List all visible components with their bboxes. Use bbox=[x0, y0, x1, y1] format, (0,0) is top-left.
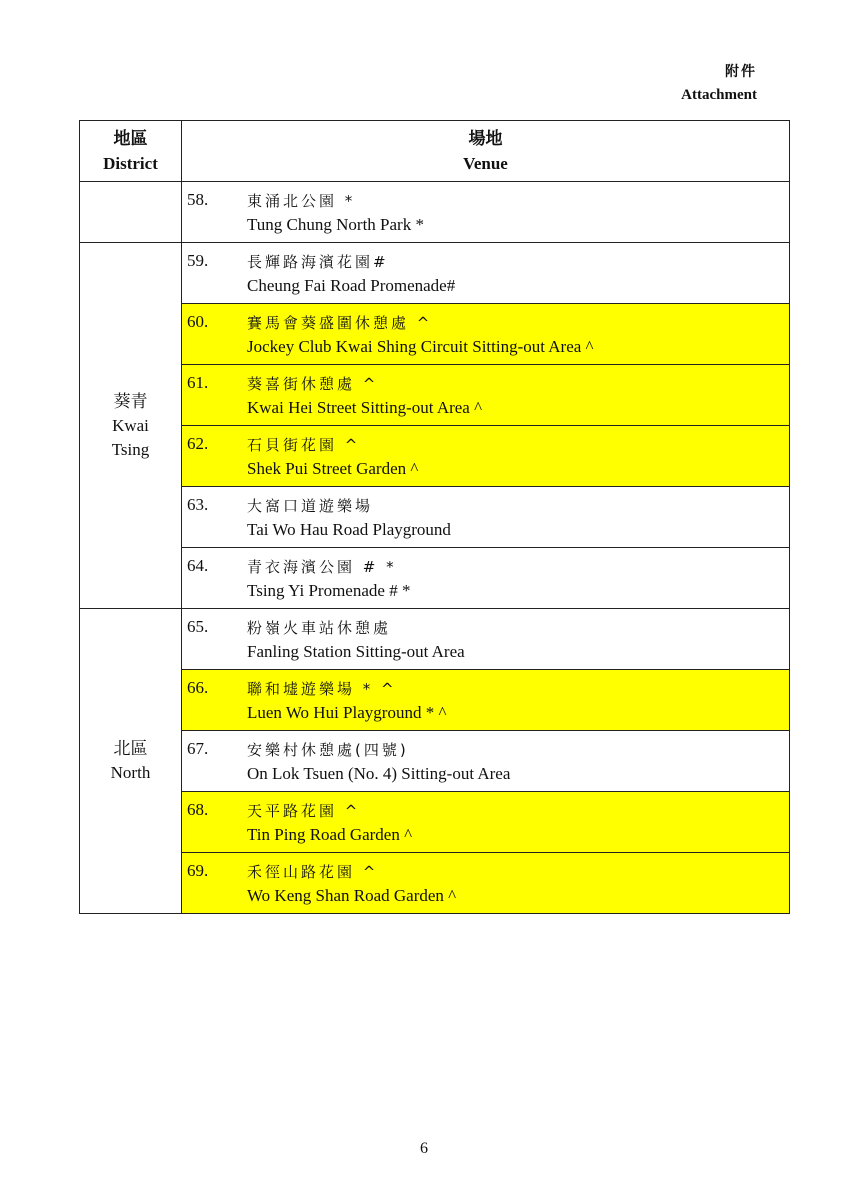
attachment-label-zh: 附件 bbox=[725, 65, 757, 80]
venue-number: 69. bbox=[187, 861, 209, 880]
venue-number: 66. bbox=[187, 678, 209, 697]
venue-number: 64. bbox=[187, 556, 209, 575]
venue-name-zh: 葵喜街休憩處 ^ bbox=[247, 375, 379, 393]
district-name-en: Tsing bbox=[111, 439, 150, 459]
venue-name-zh: 安樂村休憩處(四號) bbox=[247, 741, 409, 759]
venue-name-en: Tung Chung North Park * bbox=[247, 215, 424, 234]
column-header-district-en: District bbox=[103, 154, 158, 173]
district-name-en: North bbox=[110, 763, 151, 782]
venue-cell bbox=[182, 182, 790, 243]
district-cell bbox=[80, 182, 182, 243]
venue-cell bbox=[182, 731, 790, 792]
table-row bbox=[80, 304, 790, 365]
column-header-district bbox=[80, 121, 182, 182]
column-header-venue-en: Venue bbox=[463, 154, 508, 173]
district-cell bbox=[80, 609, 182, 914]
venue-name-en: Tin Ping Road Garden ^ bbox=[247, 825, 413, 844]
venue-cell bbox=[182, 365, 790, 426]
venue-name-zh: 天平路花園 ^ bbox=[247, 802, 361, 820]
attachment-label-en: Attachment bbox=[681, 87, 757, 103]
venue-number: 62. bbox=[187, 434, 209, 453]
venue-cell bbox=[182, 670, 790, 731]
venue-name-en: Luen Wo Hui Playground * ^ bbox=[247, 703, 447, 722]
venue-name-en: Fanling Station Sitting-out Area bbox=[247, 642, 465, 661]
column-header-venue-zh: 場地 bbox=[468, 129, 503, 148]
table-row bbox=[80, 182, 790, 243]
table-row bbox=[80, 792, 790, 853]
table-row bbox=[80, 609, 790, 670]
venue-cell bbox=[182, 548, 790, 609]
venue-number: 67. bbox=[187, 739, 209, 758]
table-row bbox=[80, 548, 790, 609]
venue-name-en: Kwai Hei Street Sitting-out Area ^ bbox=[247, 398, 483, 417]
table-header-row bbox=[80, 121, 790, 182]
venue-name-en: Jockey Club Kwai Shing Circuit Sitting-out Area ^ bbox=[247, 337, 594, 356]
attachment-label bbox=[681, 62, 757, 106]
table-row bbox=[80, 487, 790, 548]
column-header-district-zh: 地區 bbox=[113, 129, 148, 148]
venue-number: 58. bbox=[187, 190, 209, 209]
venue-name-en: Tai Wo Hau Road Playground bbox=[247, 520, 451, 539]
table-row bbox=[80, 426, 790, 487]
venue-cell bbox=[182, 792, 790, 853]
venue-name-en: On Lok Tsuen (No. 4) Sitting-out Area bbox=[247, 764, 511, 783]
venue-number: 60. bbox=[187, 312, 209, 331]
venue-cell bbox=[182, 304, 790, 365]
venue-name-en: Cheung Fai Road Promenade# bbox=[247, 276, 456, 295]
table-row bbox=[80, 243, 790, 304]
column-header-venue bbox=[182, 121, 790, 182]
venue-name-zh: 賽馬會葵盛圍休憩處 ^ bbox=[247, 314, 433, 332]
table-row bbox=[80, 365, 790, 426]
district-name-zh: 葵青 bbox=[113, 391, 148, 411]
venue-name-zh: 東涌北公園 * bbox=[247, 192, 356, 210]
venue-name-zh: 聯和墟遊樂場 * ^ bbox=[247, 680, 397, 698]
table-row bbox=[80, 731, 790, 792]
venue-number: 65. bbox=[187, 617, 209, 636]
table-row bbox=[80, 853, 790, 914]
venue-name-zh: 石貝街花園 ^ bbox=[247, 436, 361, 454]
venue-number: 68. bbox=[187, 800, 209, 819]
venue-number: 59. bbox=[187, 251, 209, 270]
venue-name-zh: 禾徑山路花園 ^ bbox=[247, 863, 379, 881]
venue-cell bbox=[182, 609, 790, 670]
venue-name-en: Shek Pui Street Garden ^ bbox=[247, 459, 419, 478]
district-name-zh: 北區 bbox=[113, 739, 148, 758]
venue-name-en: Wo Keng Shan Road Garden ^ bbox=[247, 886, 457, 905]
district-cell bbox=[80, 243, 182, 609]
page-number: 6 bbox=[420, 1140, 428, 1157]
venue-name-zh: 青衣海濱公園 # * bbox=[247, 558, 397, 576]
venue-name-en: Tsing Yi Promenade # * bbox=[247, 581, 411, 600]
venue-name-zh: 長輝路海濱花園# bbox=[247, 253, 389, 271]
table-row bbox=[80, 670, 790, 731]
venue-cell bbox=[182, 853, 790, 914]
venue-cell bbox=[182, 426, 790, 487]
district-name-en: Kwai bbox=[112, 415, 149, 435]
venue-name-zh: 大窩口道遊樂場 bbox=[247, 497, 374, 515]
venue-number: 63. bbox=[187, 495, 209, 514]
venue-number: 61. bbox=[187, 373, 209, 392]
venue-cell bbox=[182, 487, 790, 548]
venue-table bbox=[79, 120, 790, 914]
venue-name-zh: 粉嶺火車站休憩處 bbox=[247, 619, 392, 637]
venue-cell bbox=[182, 243, 790, 304]
